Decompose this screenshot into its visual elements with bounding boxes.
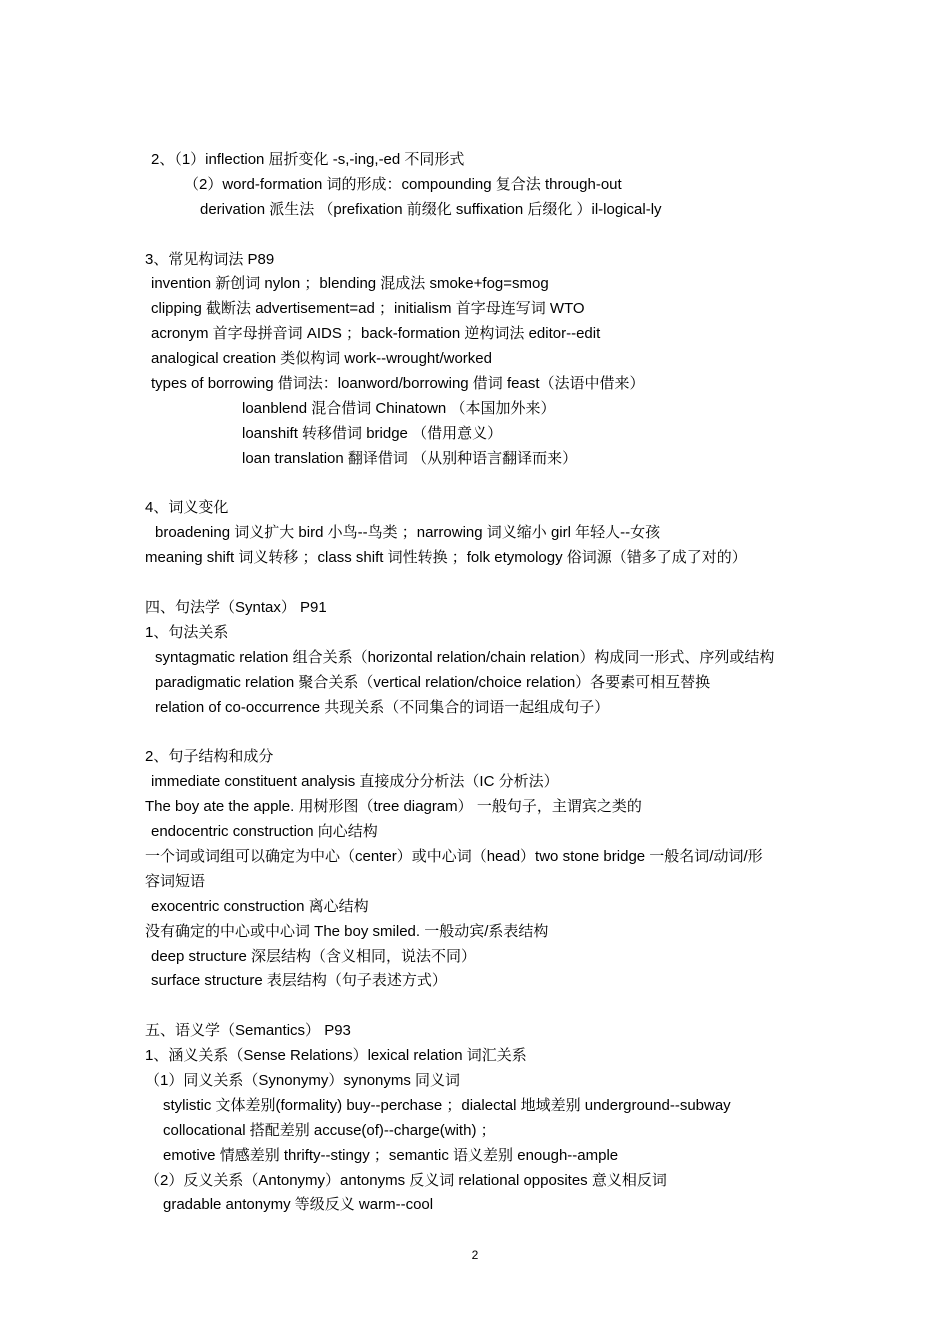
- text-line: 没有确定的中心或中心词 The boy smiled. 一般动宾/系表结构: [145, 922, 549, 940]
- text-line: （1）同义关系（Synonymy）synonyms 同义词: [145, 1071, 461, 1089]
- text-line: collocational 搭配差别 accuse(of)--charge(with) ；: [163, 1121, 496, 1139]
- blank-line: [0, 223, 950, 248]
- text-line: acronym 首字母拼音词 AIDS ；back-formation 逆构词法 editor--edit: [151, 325, 601, 343]
- text-line: broadening 词义扩大 bird 小鸟--鸟类 ；narrowing 词义缩小 girl 年轻人--女孩: [155, 524, 661, 542]
- text-line: relation of co-occurrence 共现关系（不同集合的词语一起组成句子）: [155, 698, 610, 716]
- text-line: deep structure 深层结构（含义相同，说法不同）: [151, 947, 477, 965]
- text-line: surface structure 表层结构（句子表述方式）: [151, 972, 447, 990]
- section-heading: 2、句子结构和成分: [145, 748, 274, 766]
- section-heading: 四、句法学（Syntax） P91: [145, 599, 327, 617]
- blank-line: [0, 994, 950, 1019]
- text-line: loan translation 翻译借词 （从别种语言翻译而来）: [242, 449, 578, 467]
- section-heading: 1、涵义关系（Sense Relations）lexical relation 词汇关系: [145, 1047, 527, 1065]
- blank-line: [0, 472, 950, 497]
- text-line: clipping 截断法 advertisement=ad ；initialism 首字母连写词 WTO: [151, 300, 585, 318]
- section-heading: 五、语义学（Semantics） P93: [145, 1022, 351, 1040]
- text-line: exocentric construction 离心结构: [151, 897, 369, 915]
- blank-line: [0, 720, 950, 745]
- text-line: （2）反义关系（Antonymy）antonyms 反义词 relational opposites 意义相反词: [145, 1171, 667, 1189]
- text-line: loanblend 混合借词 Chinatown （本国加外来）: [242, 399, 556, 417]
- text-line: gradable antonymy 等级反义 warm--cool: [163, 1196, 434, 1214]
- text-line: meaning shift 词义转移 ；class shift 词性转换 ；folk etymology 俗词源（错多了成了对的）: [145, 549, 747, 567]
- page-number: 2: [471, 1248, 479, 1262]
- section-heading: 1、句法关系: [145, 623, 229, 641]
- text-line: The boy ate the apple. 用树形图（tree diagram） 一般句子，主谓宾之类的: [145, 798, 642, 816]
- document-body: [0, 148, 950, 1218]
- text-line: loanshift 转移借词 bridge （借用意义）: [242, 424, 503, 442]
- text-line: paradigmatic relation 聚合关系（vertical relation/choice relation）各要素可相互替换: [155, 673, 711, 691]
- text-line: syntagmatic relation 组合关系（horizontal relation/chain relation）构成同一形式、序列或结构: [155, 648, 775, 666]
- text-line: 容词短语: [145, 872, 206, 890]
- section-heading: 4、词义变化: [145, 499, 229, 517]
- text-line: emotive 情感差别 thrifty--stingy ；semantic 语义差别 enough--ample: [163, 1146, 619, 1164]
- text-line: endocentric construction 向心结构: [151, 823, 378, 841]
- text-line: stylistic 文体差别(formality) buy--perchase ；dialectal 地域差别 underground--subway: [163, 1096, 731, 1114]
- text-line: （2）word-formation 词的形成：compounding 复合法 through-out: [184, 175, 622, 193]
- text-line: 2、（1）inflection 屈折变化 -s,-ing,-ed 不同形式: [151, 151, 465, 168]
- text-line: types of borrowing 借词法：loanword/borrowing 借词 feast（法语中借来）: [151, 375, 645, 393]
- text-line: derivation 派生法 （prefixation 前缀化 suffixation 后缀化 ）il-logical-ly: [200, 200, 662, 218]
- section-heading: 3、常见构词法 P89: [145, 250, 275, 268]
- text-line: immediate constituent analysis 直接成分分析法（IC 分析法）: [151, 773, 559, 791]
- blank-line: [0, 571, 950, 596]
- text-line: analogical creation 类似构词 work--wrought/worked: [151, 350, 492, 368]
- text-line: 一个词或词组可以确定为中心（center）或中心词（head）two stone bridge 一般名词/动词/形: [145, 847, 763, 865]
- text-line: invention 新创词 nylon ；blending 混成法 smoke+fog=smog: [151, 275, 549, 293]
